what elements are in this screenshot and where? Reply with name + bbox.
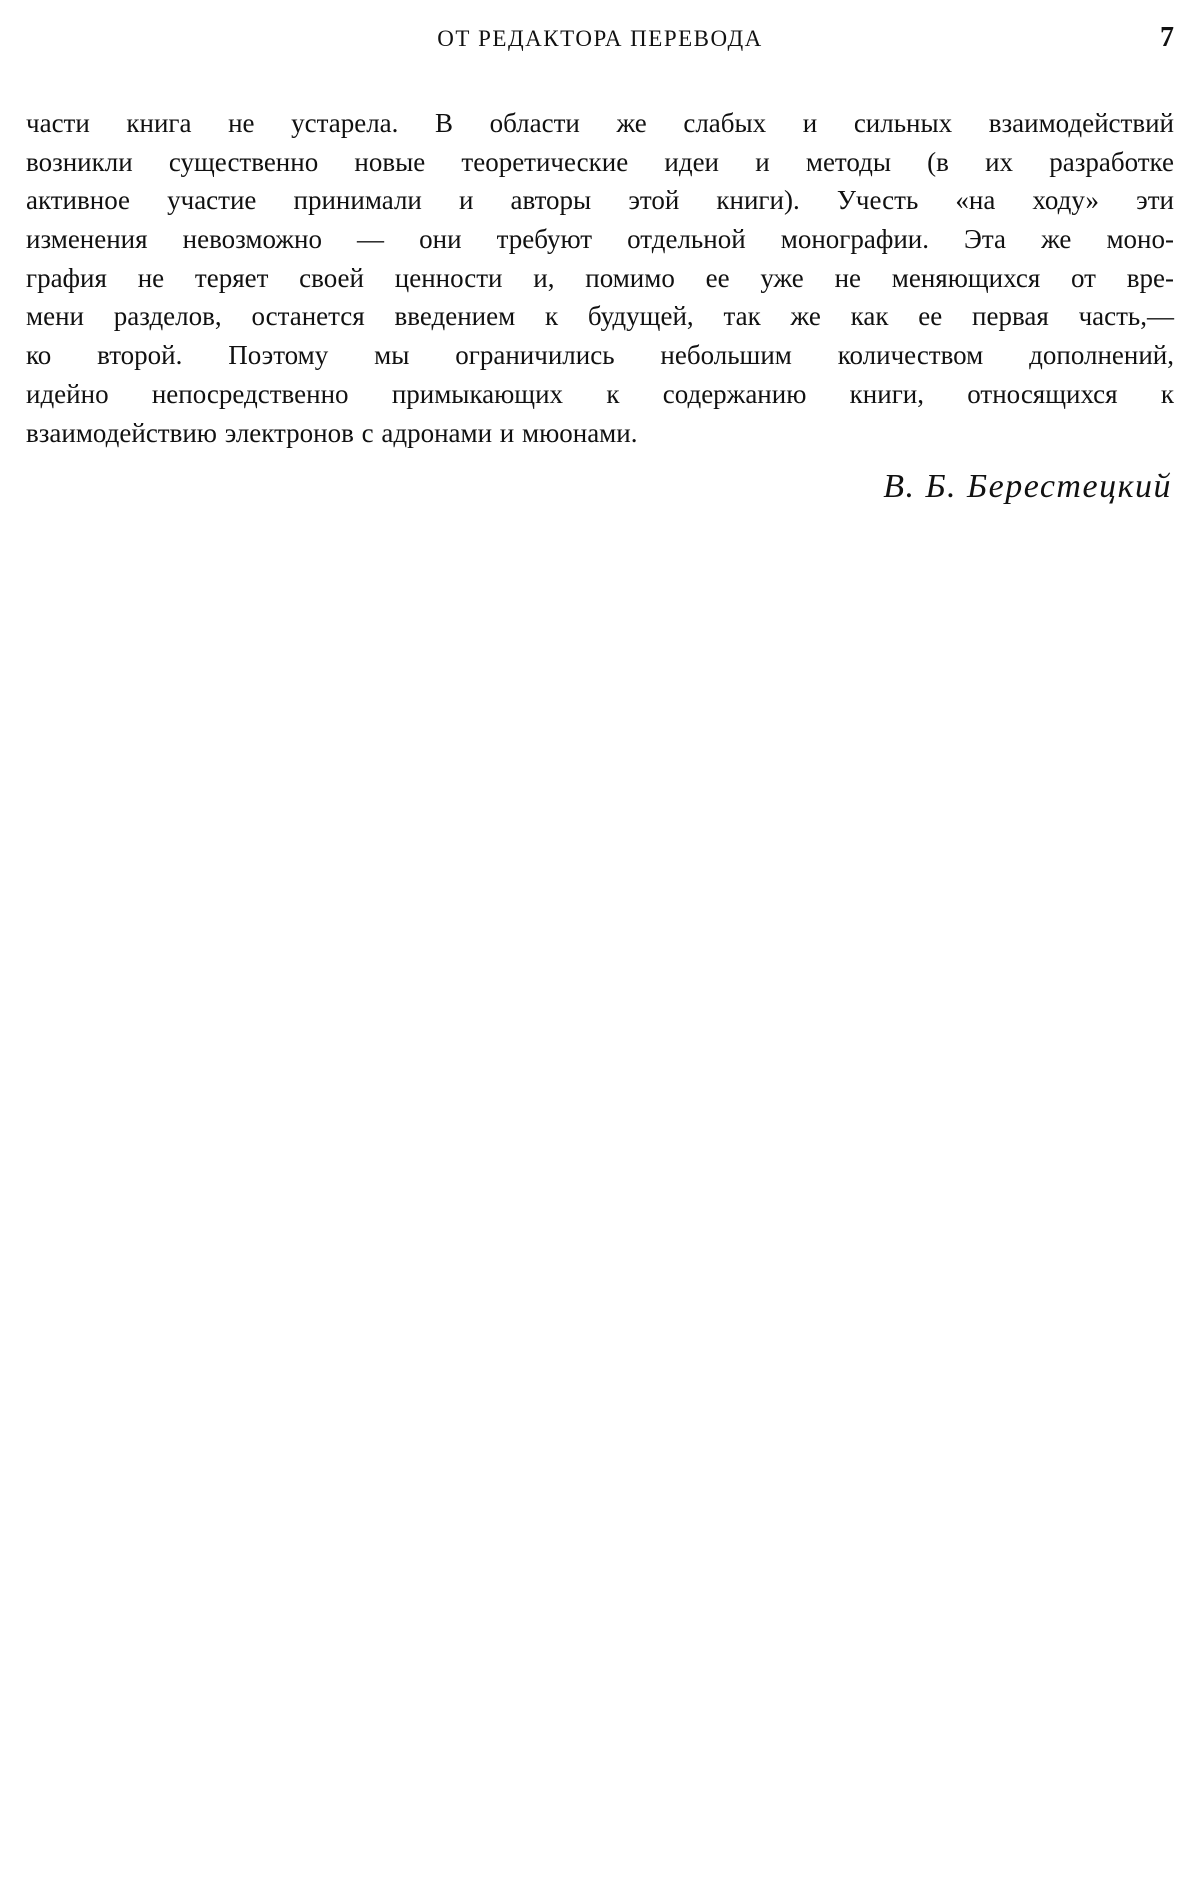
text-line: идейно непосредственно примыкающих к содержанию книги, относящихся к — [26, 378, 1174, 409]
text-line: изменения невозможно — они требуют отдельной монографии. Эта же моно- — [26, 224, 1174, 255]
text-line: части книга не устарела. В области же слабых и сильных взаимодействий — [26, 108, 1174, 138]
text-line: активное участие принимали и авторы этой книги). Учесть «на ходу» эти — [26, 185, 1174, 216]
text-line: графия не теряет своей ценности и, помимо ее уже не меняющихся от вре- — [26, 262, 1174, 293]
running-title: ОТ РЕДАКТОРА ПЕРЕВОДА — [437, 26, 763, 51]
author-signature: В. Б. Берестецкий — [883, 468, 1172, 505]
text-line: мени разделов, останется введением к будущей, так же как ее первая часть,— — [26, 301, 1174, 332]
text-line: ко второй. Поэтому мы ограничились небольшим количеством дополнений, — [26, 340, 1174, 371]
page-number: 7 — [1160, 22, 1174, 53]
body-paragraph — [26, 104, 1174, 452]
running-header — [26, 22, 1174, 62]
text-line: возникли существенно новые теоретические идеи и методы (в их разработке — [26, 146, 1174, 177]
text-line: взаимодействию электронов с адронами и мюонами. — [26, 417, 638, 448]
